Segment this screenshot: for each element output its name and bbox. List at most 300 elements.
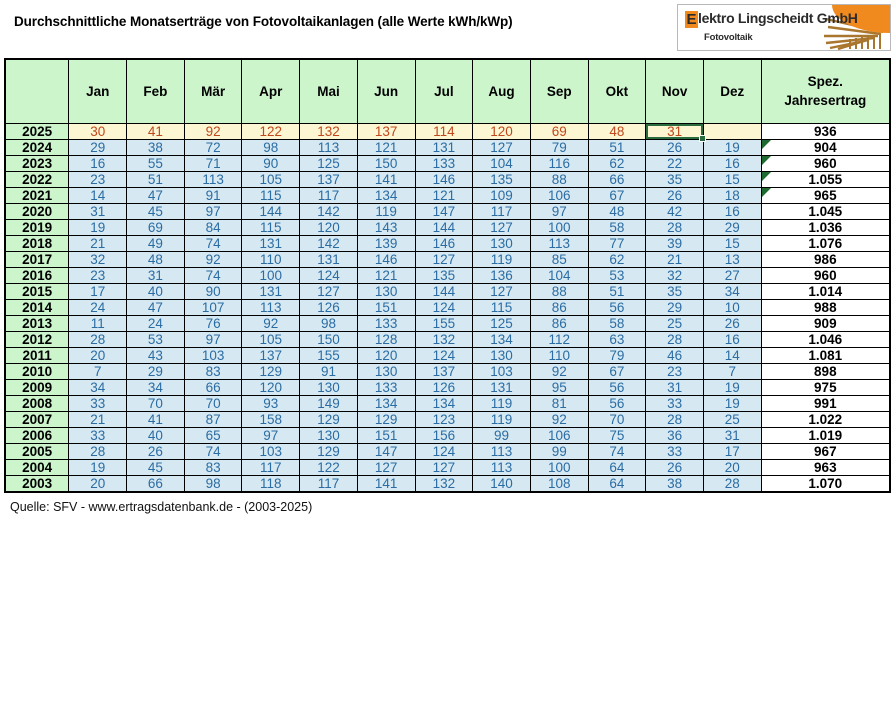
month-value-cell-sep[interactable]: 79 <box>530 139 588 155</box>
month-value-cell-jul[interactable]: 131 <box>415 139 473 155</box>
month-value-cell-dez[interactable]: 19 <box>703 139 761 155</box>
month-value-cell-mai[interactable]: 120 <box>300 219 358 235</box>
month-value-cell-mai[interactable]: 137 <box>300 171 358 187</box>
month-value-cell-dez[interactable]: 17 <box>703 443 761 459</box>
month-value-cell-nov[interactable]: 46 <box>646 347 704 363</box>
month-value-cell-dez[interactable]: 15 <box>703 235 761 251</box>
month-value-cell-sep[interactable]: 104 <box>530 267 588 283</box>
month-value-cell-sep[interactable]: 69 <box>530 123 588 139</box>
month-value-cell-aug[interactable]: 140 <box>473 475 531 492</box>
month-value-cell-mär[interactable]: 84 <box>184 219 242 235</box>
month-value-cell-mai[interactable]: 129 <box>300 411 358 427</box>
month-value-cell-nov[interactable]: 26 <box>646 459 704 475</box>
year-cell[interactable]: 2022 <box>5 171 69 187</box>
month-value-cell-feb[interactable]: 29 <box>127 363 185 379</box>
month-value-cell-okt[interactable]: 48 <box>588 123 646 139</box>
month-value-cell-mai[interactable]: 126 <box>300 299 358 315</box>
month-value-cell-sep[interactable]: 106 <box>530 187 588 203</box>
month-value-cell-jun[interactable]: 137 <box>357 123 415 139</box>
month-value-cell-okt[interactable]: 51 <box>588 139 646 155</box>
month-value-cell-jan[interactable]: 29 <box>69 139 127 155</box>
annual-yield-cell[interactable]: 1.045 <box>761 203 890 219</box>
month-value-cell-apr[interactable]: 120 <box>242 379 300 395</box>
month-value-cell-apr[interactable]: 115 <box>242 187 300 203</box>
month-value-cell-jul[interactable]: 155 <box>415 315 473 331</box>
month-value-cell-feb[interactable]: 40 <box>127 427 185 443</box>
month-value-cell-feb[interactable]: 40 <box>127 283 185 299</box>
month-value-cell-okt[interactable]: 56 <box>588 379 646 395</box>
month-value-cell-mär[interactable]: 97 <box>184 203 242 219</box>
month-value-cell-okt[interactable]: 51 <box>588 283 646 299</box>
month-value-cell-mär[interactable]: 71 <box>184 155 242 171</box>
annual-yield-cell[interactable]: 1.070 <box>761 475 890 492</box>
month-value-cell-apr[interactable]: 100 <box>242 267 300 283</box>
month-value-cell-nov[interactable]: 35 <box>646 283 704 299</box>
month-value-cell-aug[interactable]: 103 <box>473 363 531 379</box>
month-value-cell-sep[interactable]: 110 <box>530 347 588 363</box>
year-cell[interactable]: 2003 <box>5 475 69 492</box>
month-value-cell-jan[interactable]: 20 <box>69 347 127 363</box>
month-value-cell-nov[interactable]: 42 <box>646 203 704 219</box>
month-value-cell-mär[interactable]: 103 <box>184 347 242 363</box>
month-value-cell-mär[interactable]: 83 <box>184 363 242 379</box>
month-value-cell-okt[interactable]: 58 <box>588 315 646 331</box>
annual-yield-cell[interactable]: 991 <box>761 395 890 411</box>
month-value-cell-aug[interactable]: 127 <box>473 219 531 235</box>
month-value-cell-mai[interactable]: 130 <box>300 427 358 443</box>
month-value-cell-aug[interactable]: 119 <box>473 411 531 427</box>
month-value-cell-mai[interactable]: 142 <box>300 203 358 219</box>
annual-yield-cell[interactable]: 1.014 <box>761 283 890 299</box>
month-value-cell-aug[interactable]: 99 <box>473 427 531 443</box>
year-cell[interactable]: 2021 <box>5 187 69 203</box>
month-value-cell-jan[interactable]: 7 <box>69 363 127 379</box>
month-value-cell-okt[interactable]: 74 <box>588 443 646 459</box>
month-value-cell-dez[interactable]: 19 <box>703 395 761 411</box>
month-value-cell-jul[interactable]: 156 <box>415 427 473 443</box>
month-value-cell-aug[interactable]: 130 <box>473 347 531 363</box>
month-value-cell-mai[interactable]: 113 <box>300 139 358 155</box>
month-value-cell-okt[interactable]: 62 <box>588 251 646 267</box>
month-value-cell-mai[interactable]: 150 <box>300 331 358 347</box>
month-value-cell-aug[interactable]: 115 <box>473 299 531 315</box>
month-value-cell-aug[interactable]: 127 <box>473 139 531 155</box>
month-value-cell-dez[interactable]: 16 <box>703 203 761 219</box>
month-value-cell-apr[interactable]: 118 <box>242 475 300 492</box>
month-value-cell-jul[interactable]: 126 <box>415 379 473 395</box>
month-value-cell-sep[interactable]: 113 <box>530 235 588 251</box>
month-value-cell-apr[interactable]: 93 <box>242 395 300 411</box>
month-value-cell-nov[interactable]: 28 <box>646 411 704 427</box>
month-value-cell-aug[interactable]: 117 <box>473 203 531 219</box>
month-value-cell-feb[interactable]: 53 <box>127 331 185 347</box>
month-value-cell-sep[interactable]: 97 <box>530 203 588 219</box>
month-value-cell-okt[interactable]: 66 <box>588 171 646 187</box>
month-value-cell-okt[interactable]: 53 <box>588 267 646 283</box>
month-value-cell-dez[interactable]: 34 <box>703 283 761 299</box>
month-value-cell-dez[interactable]: 15 <box>703 171 761 187</box>
month-value-cell-mär[interactable]: 92 <box>184 251 242 267</box>
month-value-cell-jul[interactable]: 132 <box>415 475 473 492</box>
month-value-cell-apr[interactable]: 105 <box>242 171 300 187</box>
month-value-cell-sep[interactable]: 88 <box>530 171 588 187</box>
month-value-cell-mär[interactable]: 66 <box>184 379 242 395</box>
month-value-cell-aug[interactable]: 134 <box>473 331 531 347</box>
month-value-cell-okt[interactable]: 67 <box>588 363 646 379</box>
month-value-cell-mär[interactable]: 70 <box>184 395 242 411</box>
month-value-cell-nov[interactable]: 36 <box>646 427 704 443</box>
month-value-cell-jul[interactable]: 114 <box>415 123 473 139</box>
month-value-cell-jul[interactable]: 124 <box>415 299 473 315</box>
month-value-cell-jul[interactable]: 134 <box>415 395 473 411</box>
month-value-cell-jan[interactable]: 21 <box>69 411 127 427</box>
annual-yield-cell[interactable]: 975 <box>761 379 890 395</box>
month-value-cell-aug[interactable]: 120 <box>473 123 531 139</box>
month-value-cell-jun[interactable]: 130 <box>357 363 415 379</box>
month-value-cell-feb[interactable]: 66 <box>127 475 185 492</box>
year-cell[interactable]: 2024 <box>5 139 69 155</box>
month-value-cell-nov[interactable]: 21 <box>646 251 704 267</box>
month-value-cell-jul[interactable]: 137 <box>415 363 473 379</box>
month-value-cell-dez[interactable]: 27 <box>703 267 761 283</box>
month-value-cell-sep[interactable]: 100 <box>530 219 588 235</box>
month-value-cell-dez[interactable]: 16 <box>703 331 761 347</box>
month-value-cell-mai[interactable]: 125 <box>300 155 358 171</box>
month-value-cell-mai[interactable]: 132 <box>300 123 358 139</box>
month-value-cell-feb[interactable]: 45 <box>127 459 185 475</box>
annual-yield-cell[interactable]: 1.055 <box>761 171 890 187</box>
month-value-cell-nov[interactable]: 28 <box>646 331 704 347</box>
annual-yield-cell[interactable]: 1.019 <box>761 427 890 443</box>
month-value-cell-mär[interactable]: 74 <box>184 235 242 251</box>
month-value-cell-apr[interactable]: 98 <box>242 139 300 155</box>
month-value-cell-jul[interactable]: 121 <box>415 187 473 203</box>
year-cell[interactable]: 2016 <box>5 267 69 283</box>
month-value-cell-feb[interactable]: 70 <box>127 395 185 411</box>
month-value-cell-aug[interactable]: 131 <box>473 379 531 395</box>
month-value-cell-okt[interactable]: 48 <box>588 203 646 219</box>
month-value-cell-jun[interactable]: 120 <box>357 347 415 363</box>
month-value-cell-mär[interactable]: 113 <box>184 171 242 187</box>
month-value-cell-mai[interactable]: 98 <box>300 315 358 331</box>
year-cell[interactable]: 2020 <box>5 203 69 219</box>
month-value-cell-mär[interactable]: 92 <box>184 123 242 139</box>
month-value-cell-feb[interactable]: 51 <box>127 171 185 187</box>
annual-yield-cell[interactable]: 960 <box>761 155 890 171</box>
month-value-cell-jan[interactable]: 21 <box>69 235 127 251</box>
month-value-cell-mai[interactable]: 155 <box>300 347 358 363</box>
month-value-cell-apr[interactable]: 90 <box>242 155 300 171</box>
month-value-cell-jun[interactable]: 133 <box>357 315 415 331</box>
month-value-cell-apr[interactable]: 92 <box>242 315 300 331</box>
month-value-cell-apr[interactable]: 110 <box>242 251 300 267</box>
month-value-cell-jul[interactable]: 147 <box>415 203 473 219</box>
month-value-cell-jun[interactable]: 121 <box>357 139 415 155</box>
month-value-cell-jan[interactable]: 28 <box>69 443 127 459</box>
year-cell[interactable]: 2009 <box>5 379 69 395</box>
month-value-cell-jul[interactable]: 146 <box>415 171 473 187</box>
year-cell[interactable]: 2017 <box>5 251 69 267</box>
month-value-cell-sep[interactable]: 100 <box>530 459 588 475</box>
month-value-cell-sep[interactable]: 112 <box>530 331 588 347</box>
year-cell[interactable]: 2005 <box>5 443 69 459</box>
month-value-cell-jan[interactable]: 31 <box>69 203 127 219</box>
annual-yield-cell[interactable]: 965 <box>761 187 890 203</box>
month-value-cell-jan[interactable]: 23 <box>69 171 127 187</box>
month-value-cell-sep[interactable]: 88 <box>530 283 588 299</box>
month-value-cell-jun[interactable]: 139 <box>357 235 415 251</box>
month-value-cell-feb[interactable]: 34 <box>127 379 185 395</box>
month-value-cell-feb[interactable]: 69 <box>127 219 185 235</box>
month-value-cell-sep[interactable]: 106 <box>530 427 588 443</box>
annual-yield-cell[interactable]: 986 <box>761 251 890 267</box>
month-value-cell-feb[interactable]: 26 <box>127 443 185 459</box>
month-value-cell-mär[interactable]: 83 <box>184 459 242 475</box>
month-value-cell-apr[interactable]: 137 <box>242 347 300 363</box>
month-value-cell-jun[interactable]: 133 <box>357 379 415 395</box>
month-value-cell-nov[interactable]: 28 <box>646 219 704 235</box>
month-value-cell-feb[interactable]: 47 <box>127 299 185 315</box>
month-value-cell-sep[interactable]: 86 <box>530 315 588 331</box>
month-value-cell-jul[interactable]: 123 <box>415 411 473 427</box>
month-value-cell-jun[interactable]: 141 <box>357 171 415 187</box>
month-value-cell-apr[interactable]: 129 <box>242 363 300 379</box>
month-value-cell-jun[interactable]: 119 <box>357 203 415 219</box>
month-value-cell-mär[interactable]: 65 <box>184 427 242 443</box>
month-value-cell-sep[interactable]: 92 <box>530 411 588 427</box>
month-value-cell-dez[interactable]: 7 <box>703 363 761 379</box>
month-value-cell-okt[interactable]: 56 <box>588 395 646 411</box>
month-value-cell-dez[interactable]: 14 <box>703 347 761 363</box>
month-value-cell-okt[interactable]: 56 <box>588 299 646 315</box>
month-value-cell-dez[interactable]: 28 <box>703 475 761 492</box>
year-cell[interactable]: 2011 <box>5 347 69 363</box>
month-value-cell-jan[interactable]: 28 <box>69 331 127 347</box>
month-value-cell-apr[interactable]: 103 <box>242 443 300 459</box>
month-value-cell-sep[interactable]: 99 <box>530 443 588 459</box>
month-value-cell-nov[interactable]: 33 <box>646 443 704 459</box>
annual-yield-cell[interactable]: 1.022 <box>761 411 890 427</box>
month-value-cell-apr[interactable]: 113 <box>242 299 300 315</box>
month-value-cell-dez[interactable] <box>703 123 761 139</box>
month-value-cell-mär[interactable]: 72 <box>184 139 242 155</box>
annual-yield-cell[interactable]: 1.046 <box>761 331 890 347</box>
month-value-cell-jul[interactable]: 124 <box>415 443 473 459</box>
month-value-cell-mai[interactable]: 117 <box>300 475 358 492</box>
month-value-cell-aug[interactable]: 113 <box>473 443 531 459</box>
month-value-cell-okt[interactable]: 70 <box>588 411 646 427</box>
month-value-cell-mai[interactable]: 117 <box>300 187 358 203</box>
month-value-cell-sep[interactable]: 85 <box>530 251 588 267</box>
month-value-cell-feb[interactable]: 41 <box>127 411 185 427</box>
month-value-cell-dez[interactable]: 25 <box>703 411 761 427</box>
month-value-cell-mär[interactable]: 98 <box>184 475 242 492</box>
month-value-cell-mär[interactable]: 87 <box>184 411 242 427</box>
month-value-cell-jun[interactable]: 151 <box>357 427 415 443</box>
month-value-cell-dez[interactable]: 31 <box>703 427 761 443</box>
month-value-cell-feb[interactable]: 24 <box>127 315 185 331</box>
annual-yield-cell[interactable]: 1.076 <box>761 235 890 251</box>
month-value-cell-jun[interactable]: 151 <box>357 299 415 315</box>
month-value-cell-jan[interactable]: 11 <box>69 315 127 331</box>
month-value-cell-jan[interactable]: 34 <box>69 379 127 395</box>
month-value-cell-jul[interactable]: 127 <box>415 251 473 267</box>
year-cell[interactable]: 2019 <box>5 219 69 235</box>
month-value-cell-jan[interactable]: 23 <box>69 267 127 283</box>
annual-yield-cell[interactable]: 1.036 <box>761 219 890 235</box>
month-value-cell-jun[interactable]: 143 <box>357 219 415 235</box>
month-value-cell-feb[interactable]: 47 <box>127 187 185 203</box>
year-cell[interactable]: 2010 <box>5 363 69 379</box>
month-value-cell-aug[interactable]: 135 <box>473 171 531 187</box>
month-value-cell-jun[interactable]: 134 <box>357 187 415 203</box>
month-value-cell-jun[interactable]: 146 <box>357 251 415 267</box>
month-value-cell-nov[interactable]: 39 <box>646 235 704 251</box>
month-value-cell-feb[interactable]: 31 <box>127 267 185 283</box>
annual-yield-cell[interactable]: 904 <box>761 139 890 155</box>
month-value-cell-sep[interactable]: 86 <box>530 299 588 315</box>
month-value-cell-jun[interactable]: 128 <box>357 331 415 347</box>
annual-yield-cell[interactable]: 909 <box>761 315 890 331</box>
month-value-cell-jun[interactable]: 134 <box>357 395 415 411</box>
month-value-cell-mär[interactable]: 74 <box>184 267 242 283</box>
month-value-cell-okt[interactable]: 58 <box>588 219 646 235</box>
month-value-cell-okt[interactable]: 75 <box>588 427 646 443</box>
month-value-cell-mai[interactable]: 129 <box>300 443 358 459</box>
month-value-cell-aug[interactable]: 113 <box>473 459 531 475</box>
month-value-cell-okt[interactable]: 77 <box>588 235 646 251</box>
month-value-cell-jan[interactable]: 17 <box>69 283 127 299</box>
month-value-cell-nov[interactable]: 23 <box>646 363 704 379</box>
month-value-cell-jan[interactable]: 19 <box>69 219 127 235</box>
month-value-cell-jun[interactable]: 150 <box>357 155 415 171</box>
month-value-cell-feb[interactable]: 38 <box>127 139 185 155</box>
month-value-cell-nov[interactable]: 32 <box>646 267 704 283</box>
month-value-cell-apr[interactable]: 105 <box>242 331 300 347</box>
month-value-cell-mai[interactable]: 124 <box>300 267 358 283</box>
month-value-cell-aug[interactable]: 127 <box>473 283 531 299</box>
month-value-cell-sep[interactable]: 92 <box>530 363 588 379</box>
month-value-cell-mär[interactable]: 76 <box>184 315 242 331</box>
month-value-cell-nov[interactable]: 26 <box>646 139 704 155</box>
month-value-cell-nov[interactable]: 35 <box>646 171 704 187</box>
month-value-cell-mai[interactable]: 149 <box>300 395 358 411</box>
month-value-cell-jul[interactable]: 144 <box>415 219 473 235</box>
month-value-cell-nov[interactable]: 38 <box>646 475 704 492</box>
month-value-cell-aug[interactable]: 119 <box>473 395 531 411</box>
month-value-cell-jun[interactable]: 129 <box>357 411 415 427</box>
month-value-cell-jul[interactable]: 127 <box>415 459 473 475</box>
month-value-cell-jan[interactable]: 14 <box>69 187 127 203</box>
year-cell[interactable]: 2007 <box>5 411 69 427</box>
year-cell[interactable]: 2013 <box>5 315 69 331</box>
annual-yield-cell[interactable]: 960 <box>761 267 890 283</box>
month-value-cell-sep[interactable]: 116 <box>530 155 588 171</box>
month-value-cell-nov[interactable]: 25 <box>646 315 704 331</box>
month-value-cell-nov[interactable]: 26 <box>646 187 704 203</box>
month-value-cell-jun[interactable]: 130 <box>357 283 415 299</box>
month-value-cell-apr[interactable]: 131 <box>242 283 300 299</box>
month-value-cell-dez[interactable]: 26 <box>703 315 761 331</box>
month-value-cell-feb[interactable]: 55 <box>127 155 185 171</box>
month-value-cell-feb[interactable]: 48 <box>127 251 185 267</box>
annual-yield-cell[interactable]: 898 <box>761 363 890 379</box>
month-value-cell-apr[interactable]: 158 <box>242 411 300 427</box>
month-value-cell-mai[interactable]: 122 <box>300 459 358 475</box>
month-value-cell-aug[interactable]: 109 <box>473 187 531 203</box>
annual-yield-cell[interactable]: 988 <box>761 299 890 315</box>
month-value-cell-mär[interactable]: 107 <box>184 299 242 315</box>
month-value-cell-feb[interactable]: 43 <box>127 347 185 363</box>
month-value-cell-sep[interactable]: 95 <box>530 379 588 395</box>
month-value-cell-dez[interactable]: 29 <box>703 219 761 235</box>
month-value-cell-dez[interactable]: 16 <box>703 155 761 171</box>
month-value-cell-nov[interactable]: 31 <box>646 379 704 395</box>
annual-yield-cell[interactable]: 936 <box>761 123 890 139</box>
month-value-cell-apr[interactable]: 115 <box>242 219 300 235</box>
month-value-cell-jan[interactable]: 16 <box>69 155 127 171</box>
month-value-cell-jun[interactable]: 127 <box>357 459 415 475</box>
annual-yield-cell[interactable]: 1.081 <box>761 347 890 363</box>
month-value-cell-jul[interactable]: 132 <box>415 331 473 347</box>
month-value-cell-dez[interactable]: 18 <box>703 187 761 203</box>
month-value-cell-jan[interactable]: 33 <box>69 427 127 443</box>
month-value-cell-jan[interactable]: 24 <box>69 299 127 315</box>
month-value-cell-okt[interactable]: 64 <box>588 475 646 492</box>
month-value-cell-jul[interactable]: 124 <box>415 347 473 363</box>
month-value-cell-jan[interactable]: 19 <box>69 459 127 475</box>
month-value-cell-nov[interactable]: 29 <box>646 299 704 315</box>
month-value-cell-nov[interactable]: 33 <box>646 395 704 411</box>
month-value-cell-jun[interactable]: 147 <box>357 443 415 459</box>
month-value-cell-okt[interactable]: 63 <box>588 331 646 347</box>
month-value-cell-okt[interactable]: 79 <box>588 347 646 363</box>
year-cell[interactable]: 2018 <box>5 235 69 251</box>
month-value-cell-mär[interactable]: 90 <box>184 283 242 299</box>
month-value-cell-mai[interactable]: 91 <box>300 363 358 379</box>
year-cell[interactable]: 2014 <box>5 299 69 315</box>
month-value-cell-okt[interactable]: 62 <box>588 155 646 171</box>
month-value-cell-jul[interactable]: 144 <box>415 283 473 299</box>
month-value-cell-jan[interactable]: 32 <box>69 251 127 267</box>
month-value-cell-nov[interactable]: 22 <box>646 155 704 171</box>
month-value-cell-jun[interactable]: 141 <box>357 475 415 492</box>
month-value-cell-mär[interactable]: 74 <box>184 443 242 459</box>
month-value-cell-mär[interactable]: 91 <box>184 187 242 203</box>
month-value-cell-mär[interactable]: 97 <box>184 331 242 347</box>
month-value-cell-aug[interactable]: 119 <box>473 251 531 267</box>
month-value-cell-jan[interactable]: 33 <box>69 395 127 411</box>
month-value-cell-apr[interactable]: 122 <box>242 123 300 139</box>
year-cell[interactable]: 2023 <box>5 155 69 171</box>
month-value-cell-aug[interactable]: 125 <box>473 315 531 331</box>
month-value-cell-sep[interactable]: 108 <box>530 475 588 492</box>
month-value-cell-aug[interactable]: 104 <box>473 155 531 171</box>
month-value-cell-mai[interactable]: 142 <box>300 235 358 251</box>
month-value-cell-mai[interactable]: 131 <box>300 251 358 267</box>
month-value-cell-apr[interactable]: 97 <box>242 427 300 443</box>
month-value-cell-nov[interactable]: 31 <box>646 123 704 139</box>
year-cell[interactable]: 2015 <box>5 283 69 299</box>
year-cell[interactable]: 2012 <box>5 331 69 347</box>
month-value-cell-apr[interactable]: 144 <box>242 203 300 219</box>
month-value-cell-okt[interactable]: 64 <box>588 459 646 475</box>
month-value-cell-aug[interactable]: 136 <box>473 267 531 283</box>
month-value-cell-feb[interactable]: 49 <box>127 235 185 251</box>
month-value-cell-jul[interactable]: 133 <box>415 155 473 171</box>
month-value-cell-dez[interactable]: 19 <box>703 379 761 395</box>
annual-yield-cell[interactable]: 967 <box>761 443 890 459</box>
